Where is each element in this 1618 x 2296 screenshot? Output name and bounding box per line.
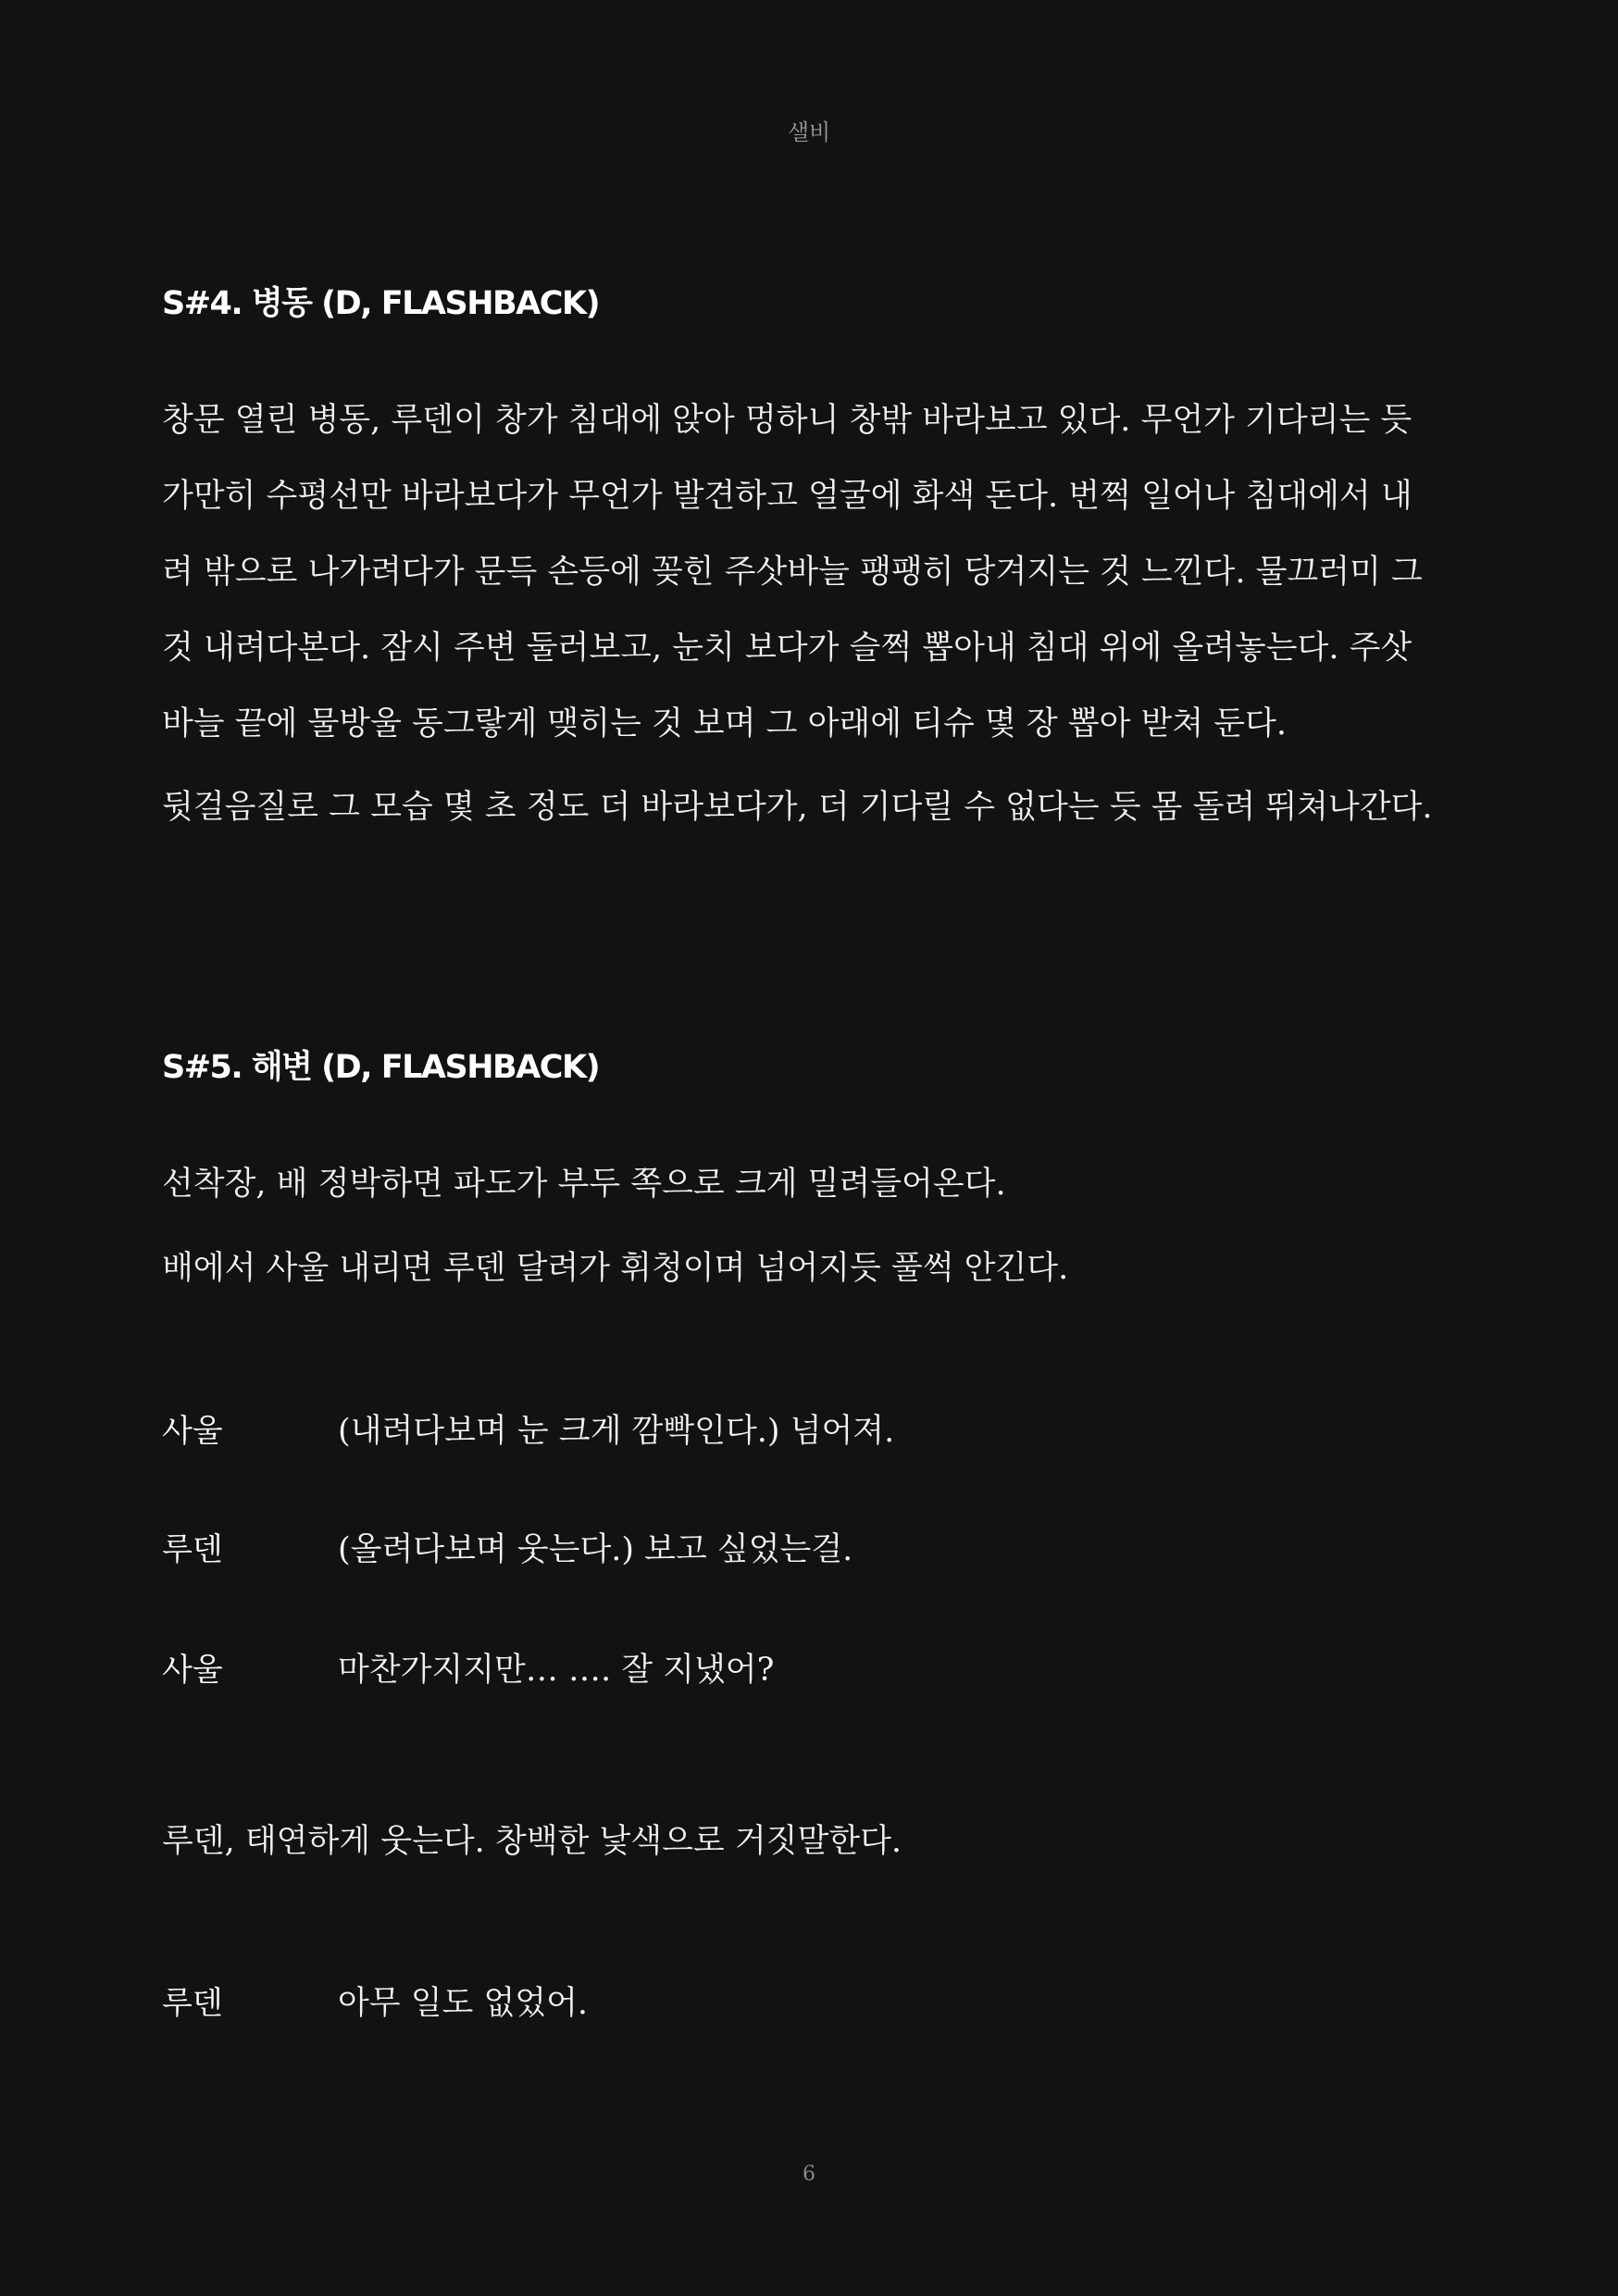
dialogue-block — [162, 1524, 1458, 1576]
action-line: 가만히 수평선만 바라보다가 무언가 발견하고 얼굴에 화색 돈다. 번쩍 일어나 침대에서 내 — [162, 478, 1413, 515]
scene-5-action-paragraph-1 — [162, 1146, 1458, 1222]
scene-heading-4: S#4. 병동 (D, FLASHBACK) — [162, 285, 600, 322]
action-line: 루덴, 태연하게 웃는다. 창백한 낯색으로 거짓말한다. — [162, 1823, 902, 1860]
dialogue-block — [162, 1405, 1458, 1457]
scene-4-action-paragraph-2 — [162, 769, 1458, 845]
character-name: 사울 — [162, 1413, 223, 1450]
scene-4-action-paragraph-1 — [162, 382, 1458, 762]
dialogue-block — [162, 1644, 1458, 1696]
action-line: 것 내려다본다. 잠시 주변 둘러보고, 눈치 보다가 슬쩍 뽑아내 침대 위에 올려놓는다. 주삿 — [162, 630, 1413, 667]
character-name: 루덴 — [162, 1531, 223, 1568]
dialogue-block — [162, 1978, 1458, 2029]
dialogue-line: (내려다보며 눈 크게 깜빡인다.) 넘어져. — [338, 1413, 895, 1450]
dialogue-line: 아무 일도 없었어. — [338, 1985, 589, 2022]
action-line: 뒷걸음질로 그 모습 몇 초 정도 더 바라보다가, 더 기다릴 수 없다는 듯 몸 돌려 뛰쳐나간다. — [162, 789, 1433, 826]
action-line: 려 밖으로 나가려다가 문득 손등에 꽂힌 주삿바늘 팽팽히 당겨지는 것 느낀다. 물끄러미 그 — [162, 554, 1423, 591]
page-number: 6 — [803, 2163, 815, 2186]
action-line: 선착장, 배 정박하면 파도가 부두 쪽으로 크게 밀려들어온다. — [162, 1166, 1006, 1203]
scene-5-action-paragraph-2 — [162, 1230, 1458, 1306]
character-name: 루덴 — [162, 1985, 223, 2022]
scene-5-action-paragraph-3 — [162, 1803, 1458, 1879]
character-name: 사울 — [162, 1652, 223, 1689]
dialogue-line: (올려다보며 웃는다.) 보고 싶었는걸. — [338, 1531, 853, 1568]
dialogue-line: 마찬가지지만… …. 잘 지냈어? — [338, 1652, 775, 1689]
action-line: 바늘 끝에 물방울 동그랗게 맺히는 것 보며 그 아래에 티슈 몇 장 뽑아 받쳐 둔다. — [162, 705, 1287, 742]
action-line: 창문 열린 병동, 루덴이 창가 침대에 앉아 멍하니 창밖 바라보고 있다. 무언가 기다리는 듯 — [162, 402, 1413, 439]
action-line: 배에서 사울 내리면 루덴 달려가 휘청이며 넘어지듯 풀썩 안긴다. — [162, 1250, 1069, 1287]
page-header-title: 샐비 — [787, 119, 831, 145]
scene-heading-5: S#5. 해변 (D, FLASHBACK) — [162, 1049, 600, 1086]
